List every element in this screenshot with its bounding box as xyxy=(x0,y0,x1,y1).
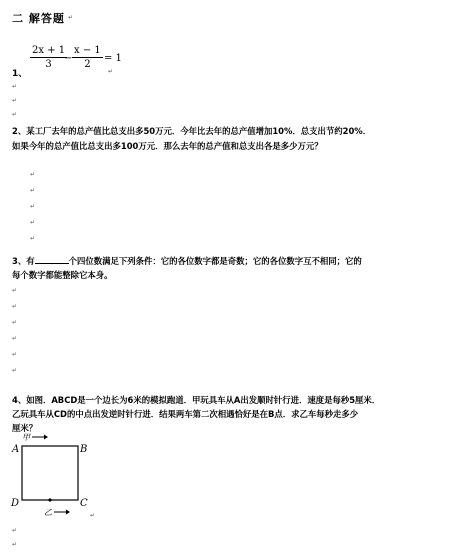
q1-frac1-numerator: 2x + 1 xyxy=(32,45,66,56)
car-jia-label: 甲 xyxy=(22,433,30,442)
paragraph-mark: ↵ xyxy=(108,68,114,75)
paragraph-mark: ↵ xyxy=(30,203,36,210)
paragraph-mark: ↵ xyxy=(12,541,18,548)
paragraph-mark: ↵ xyxy=(90,512,96,519)
label-b: B xyxy=(80,444,88,455)
paragraph-mark: ↵ xyxy=(12,527,18,534)
track-square xyxy=(22,446,78,500)
car-yi-label: 乙 xyxy=(44,508,52,517)
q1-minus: − xyxy=(64,53,73,64)
q3-prefix: 3、有 xyxy=(12,256,35,266)
q2-line-2: 如果今年的总产值比总支出多100万元．那么去年的总产值和总支出各是多少万元？ xyxy=(12,141,323,151)
label-d: D xyxy=(11,498,20,509)
paragraph-mark: ↵ xyxy=(30,235,36,242)
q3-answer-blank xyxy=(35,254,69,264)
paragraph-mark: ↵ xyxy=(68,14,74,21)
paragraph-mark: ↵ xyxy=(12,303,18,310)
paragraph-mark: ↵ xyxy=(30,187,36,194)
q1-fraction-1 xyxy=(30,45,67,71)
q1-equals: = 1 xyxy=(104,53,122,64)
q3-line-1 xyxy=(12,254,362,268)
car-jia-arrowhead xyxy=(44,435,48,440)
paragraph-mark: ↵ xyxy=(30,171,36,178)
label-c: C xyxy=(80,498,88,509)
section-title: 二 解答题 xyxy=(12,12,65,25)
paragraph-mark: ↵ xyxy=(12,97,18,104)
q1-fraction-2 xyxy=(72,45,103,71)
q3-line-2: 每个数字都能整除它本身。 xyxy=(12,270,113,280)
q4-line-1: 4、如图．ABCD是一个边长为6米的模拟跑道．甲玩具车从A出发顺时针行进．速度是每秒5厘米． xyxy=(12,395,381,405)
q2-line-1: 2、某工厂去年的总产值比总支出多50万元．今年比去年的总产值增加10%．总支出节约20%． xyxy=(12,126,372,136)
q1-frac2-denominator: 2 xyxy=(84,59,91,70)
cd-midpoint xyxy=(48,498,51,501)
q1-number: 1、 xyxy=(12,69,28,79)
paragraph-mark: ↵ xyxy=(12,335,18,342)
paragraph-mark: ↵ xyxy=(30,219,36,226)
q3-suffix: 个四位数满足下列条件：它的各位数字都是奇数；它的各位数字互不相同；它的 xyxy=(68,256,362,266)
label-a: A xyxy=(12,444,20,455)
q4-line-2: 乙玩具车从CD的中点出发逆时针行进．结果两车第二次相遇恰好是在B点．求乙车每秒走多少 xyxy=(12,409,359,419)
square-track-diagram xyxy=(8,430,108,522)
q1-frac2-numerator: x − 1 xyxy=(74,45,101,56)
paragraph-mark: ↵ xyxy=(12,319,18,326)
paragraph-mark: ↵ xyxy=(12,367,18,374)
paragraph-mark: ↵ xyxy=(12,83,18,90)
q1-frac1-denominator: 3 xyxy=(45,59,52,70)
paragraph-mark: ↵ xyxy=(12,111,18,118)
q4-line-3: 厘米？ xyxy=(12,423,38,433)
paragraph-mark: ↵ xyxy=(12,351,18,358)
car-yi-arrowhead xyxy=(66,510,70,515)
paragraph-mark: ↵ xyxy=(12,287,18,294)
